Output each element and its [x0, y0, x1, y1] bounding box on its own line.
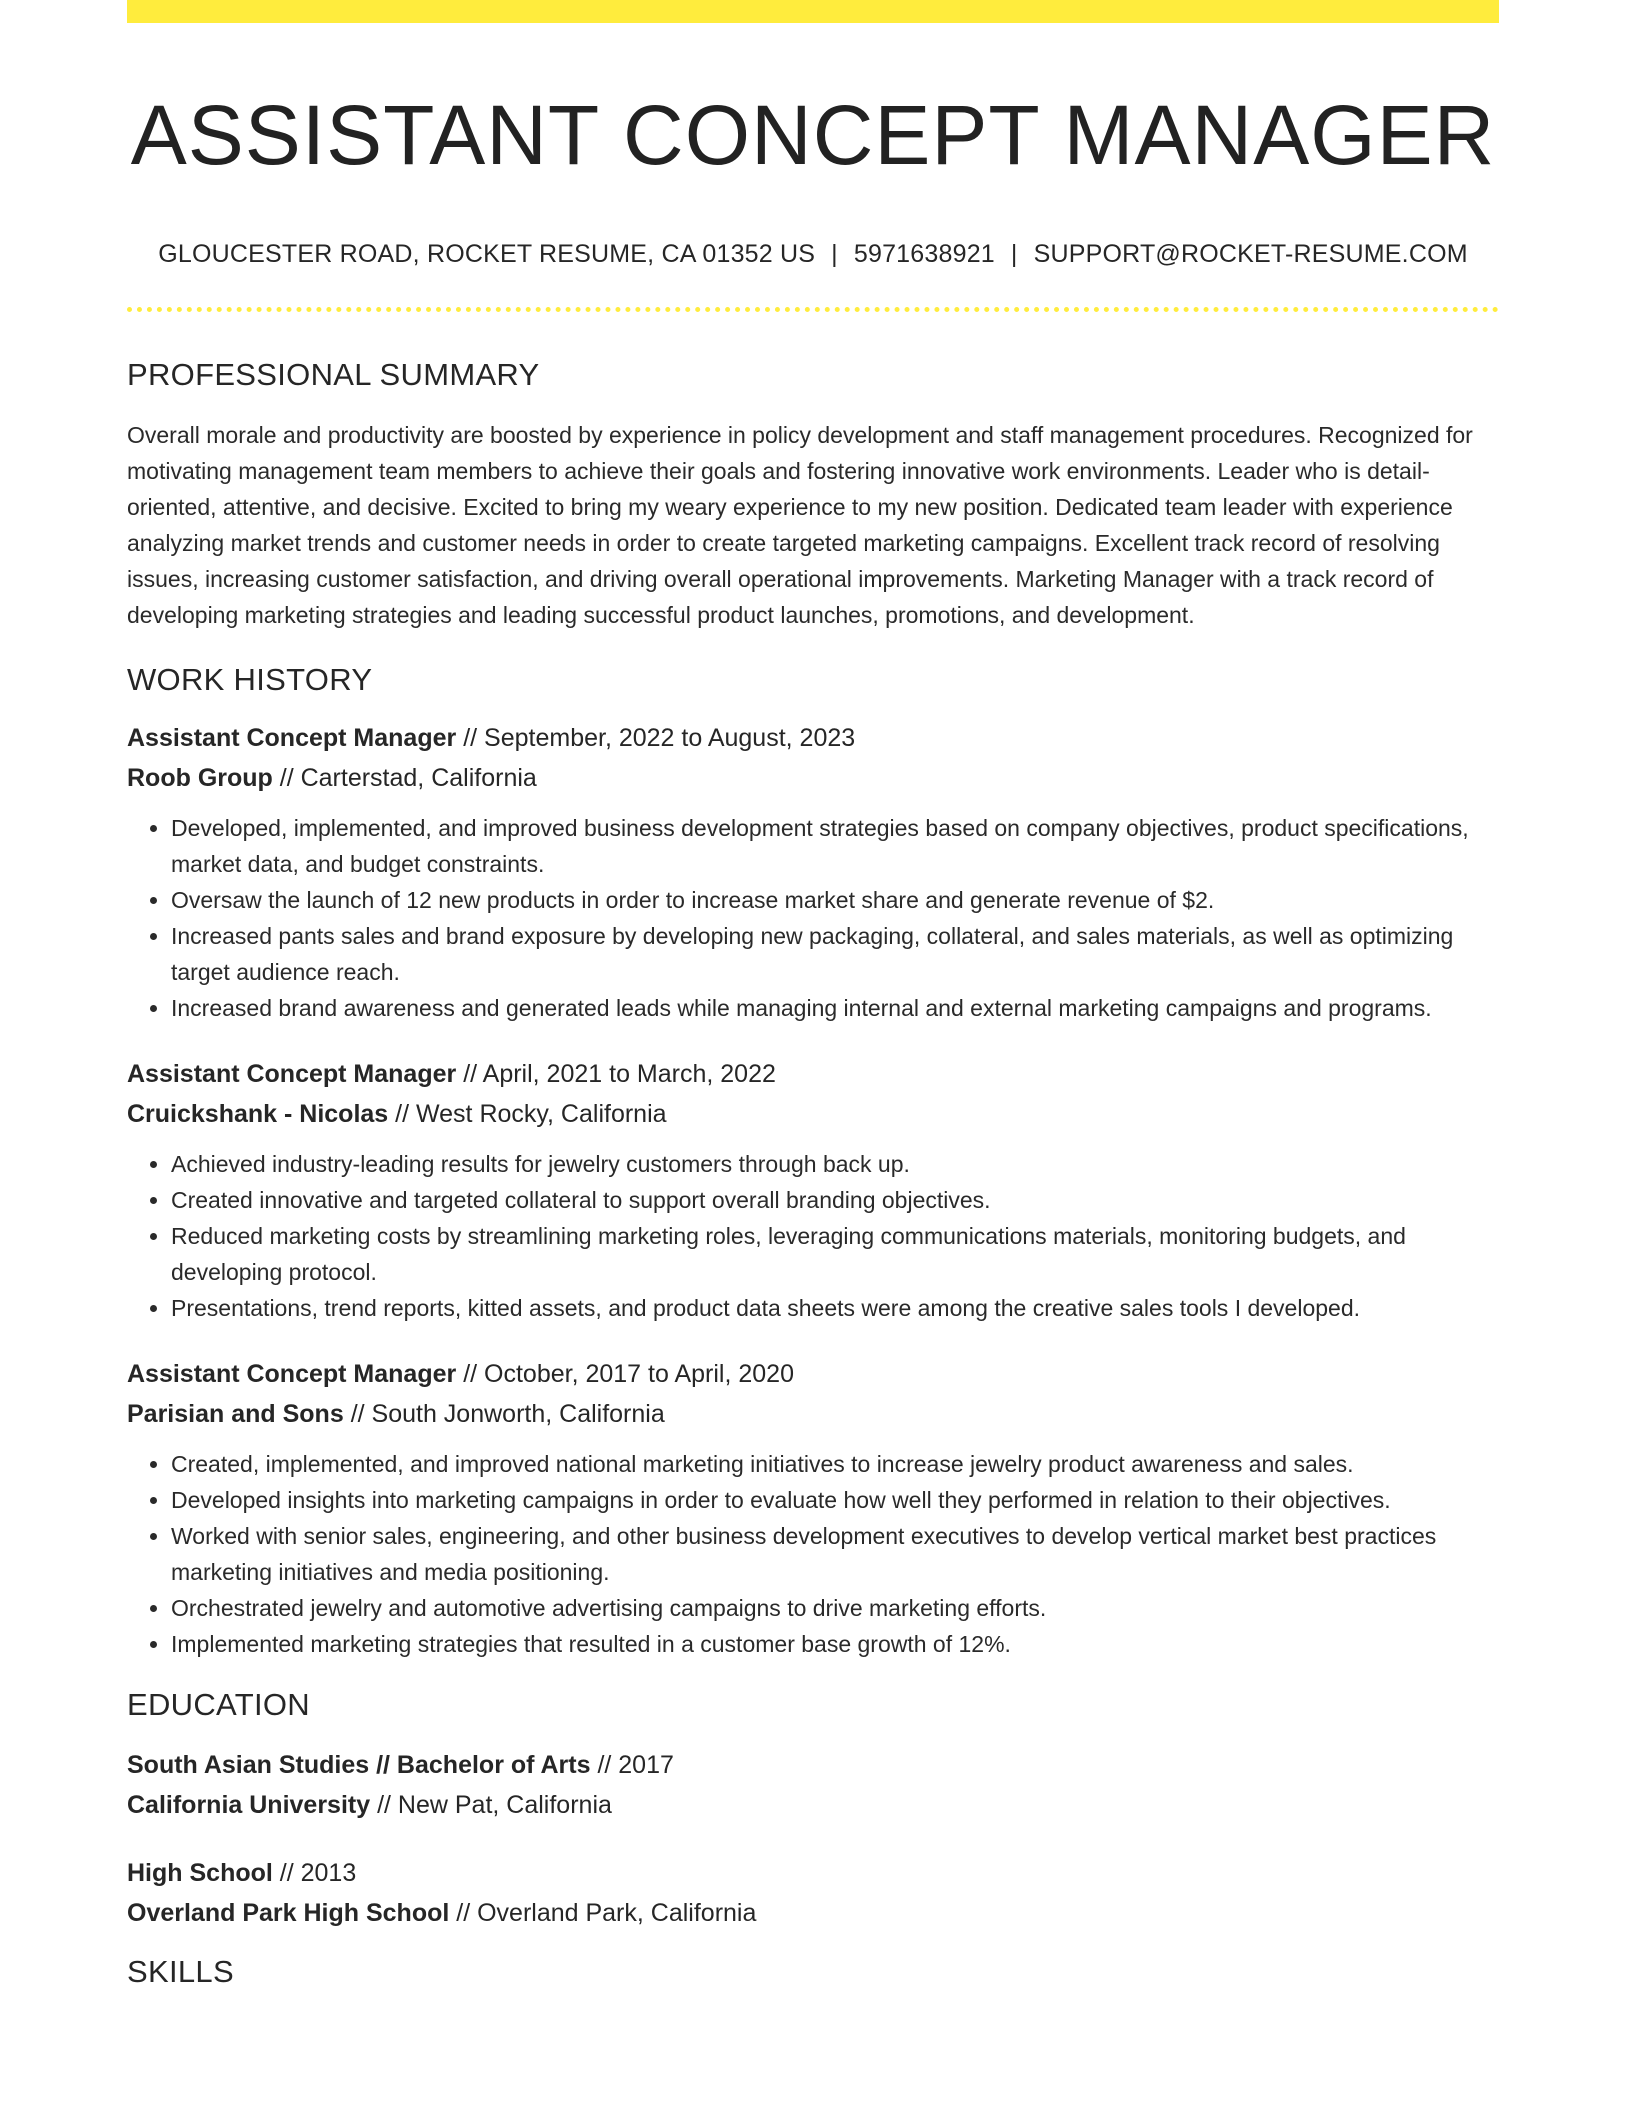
job-bullet: • Oversaw the launch of 12 new products in order to increase market share and generate revenue of $2.	[171, 882, 1499, 918]
summary-text: Overall morale and productivity are boosted by experience in policy development and staff management procedures. Recognized for motivating management team members to achieve their goals and fostering innovative work environments. Leader who is detail-oriented, attentive, and decisive. Excited to bring my weary experience to my new position. Dedicated team leader with experience analyzing market trends and customer needs in order to create targeted marketing campaigns. Excellent track record of resolving issues, increasing customer satisfaction, and driving overall operational improvements. Marketing Manager with a track record of developing marketing strategies and leading successful product launches, promotions, and development.	[127, 421, 1473, 628]
job-position: Assistant Concept Manager	[127, 724, 457, 753]
job-bullet: • Increased pants sales and brand exposure by developing new packaging, collateral, and sales materials, as well as optimizing target audience reach.	[171, 918, 1499, 990]
job-bullet: • Created innovative and targeted collateral to support overall branding objectives.	[171, 1182, 1499, 1218]
contact-separator: |	[831, 239, 838, 268]
job-bullet: • Developed insights into marketing campaigns in order to evaluate how well they performed in relation to their objectives.	[171, 1482, 1499, 1518]
job-entry	[127, 718, 1499, 1026]
contact-email: SUPPORT@ROCKET-RESUME.COM	[1033, 239, 1468, 268]
accent-bar	[127, 0, 1499, 23]
education-year: // 2013	[272, 1859, 357, 1888]
education-location: // New Pat, California	[370, 1791, 612, 1820]
dotted-divider	[127, 307, 1499, 312]
job-company-line	[127, 1094, 1499, 1134]
education-school: California University	[127, 1791, 371, 1820]
job-company: Cruickshank - Nicolas	[127, 1100, 389, 1129]
education-school-line	[127, 1785, 1499, 1825]
education-degree: High School	[127, 1859, 273, 1888]
education-degree-line	[127, 1745, 1499, 1785]
job-company-line	[127, 758, 1499, 798]
job-bullets	[127, 810, 1499, 1026]
job-bullet: • Achieved industry-leading results for jewelry customers through back up.	[171, 1146, 1499, 1182]
job-bullets	[127, 1146, 1499, 1326]
job-company: Roob Group	[127, 764, 273, 793]
job-bullets	[127, 1446, 1499, 1662]
contact-line	[127, 240, 1499, 269]
education-year: // 2017	[590, 1751, 674, 1780]
contact-address: GLOUCESTER ROAD, ROCKET RESUME, CA 01352 US	[158, 239, 816, 268]
job-location: // Carterstad, California	[272, 764, 537, 793]
job-bullet: • Developed, implemented, and improved business development strategies based on company objectives, product specifications, market data, and budget constraints.	[171, 810, 1499, 882]
education-degree: South Asian Studies // Bachelor of Arts	[127, 1751, 591, 1780]
education-degree-line	[127, 1853, 1499, 1893]
education-entry	[127, 1853, 1499, 1933]
job-title-line	[127, 1354, 1499, 1394]
job-dates: // April, 2021 to March, 2022	[456, 1060, 776, 1089]
summary-heading: PROFESSIONAL SUMMARY	[127, 356, 540, 392]
education-location: // Overland Park, California	[449, 1899, 757, 1928]
job-company: Parisian and Sons	[127, 1400, 344, 1429]
education-school-line	[127, 1893, 1499, 1933]
job-dates: // October, 2017 to April, 2020	[456, 1360, 794, 1389]
job-entry	[127, 1054, 1499, 1326]
job-bullet: • Created, implemented, and improved national marketing initiatives to increase jewelry product awareness and sales.	[171, 1446, 1499, 1482]
job-bullet: • Orchestrated jewelry and automotive advertising campaigns to drive marketing efforts.	[171, 1590, 1499, 1626]
job-company-line	[127, 1394, 1499, 1434]
job-bullet: • Presentations, trend reports, kitted assets, and product data sheets were among the creative sales tools I developed.	[171, 1290, 1499, 1326]
resume-page	[127, 0, 1499, 1991]
education-school: Overland Park High School	[127, 1899, 450, 1928]
work-history-heading: WORK HISTORY	[127, 661, 373, 697]
job-bullet: • Reduced marketing costs by streamlining marketing roles, leveraging communications materials, monitoring budgets, and developing protocol.	[171, 1218, 1499, 1290]
job-location: // South Jonworth, California	[343, 1400, 665, 1429]
job-position: Assistant Concept Manager	[127, 1360, 457, 1389]
job-dates: // September, 2022 to August, 2023	[456, 724, 856, 753]
skills-heading: SKILLS	[127, 1954, 234, 1990]
job-bullet: • Increased brand awareness and generated leads while managing internal and external marketing campaigns and programs.	[171, 990, 1499, 1026]
job-title-line	[127, 718, 1499, 758]
job-title-line	[127, 1054, 1499, 1094]
candidate-name: ASSISTANT CONCEPT MANAGER	[130, 88, 1496, 182]
education-heading: EDUCATION	[127, 1687, 310, 1723]
job-location: // West Rocky, California	[388, 1100, 667, 1129]
job-bullet: • Worked with senior sales, engineering, and other business development executives to develop vertical market best practices marketing initiatives and media positioning.	[171, 1518, 1499, 1590]
job-bullet: • Implemented marketing strategies that resulted in a customer base growth of 12%.	[171, 1626, 1499, 1662]
job-entry	[127, 1354, 1499, 1662]
education-entry	[127, 1745, 1499, 1825]
contact-phone: 5971638921	[853, 239, 995, 268]
contact-separator: |	[1010, 239, 1018, 268]
job-position: Assistant Concept Manager	[127, 1060, 457, 1089]
